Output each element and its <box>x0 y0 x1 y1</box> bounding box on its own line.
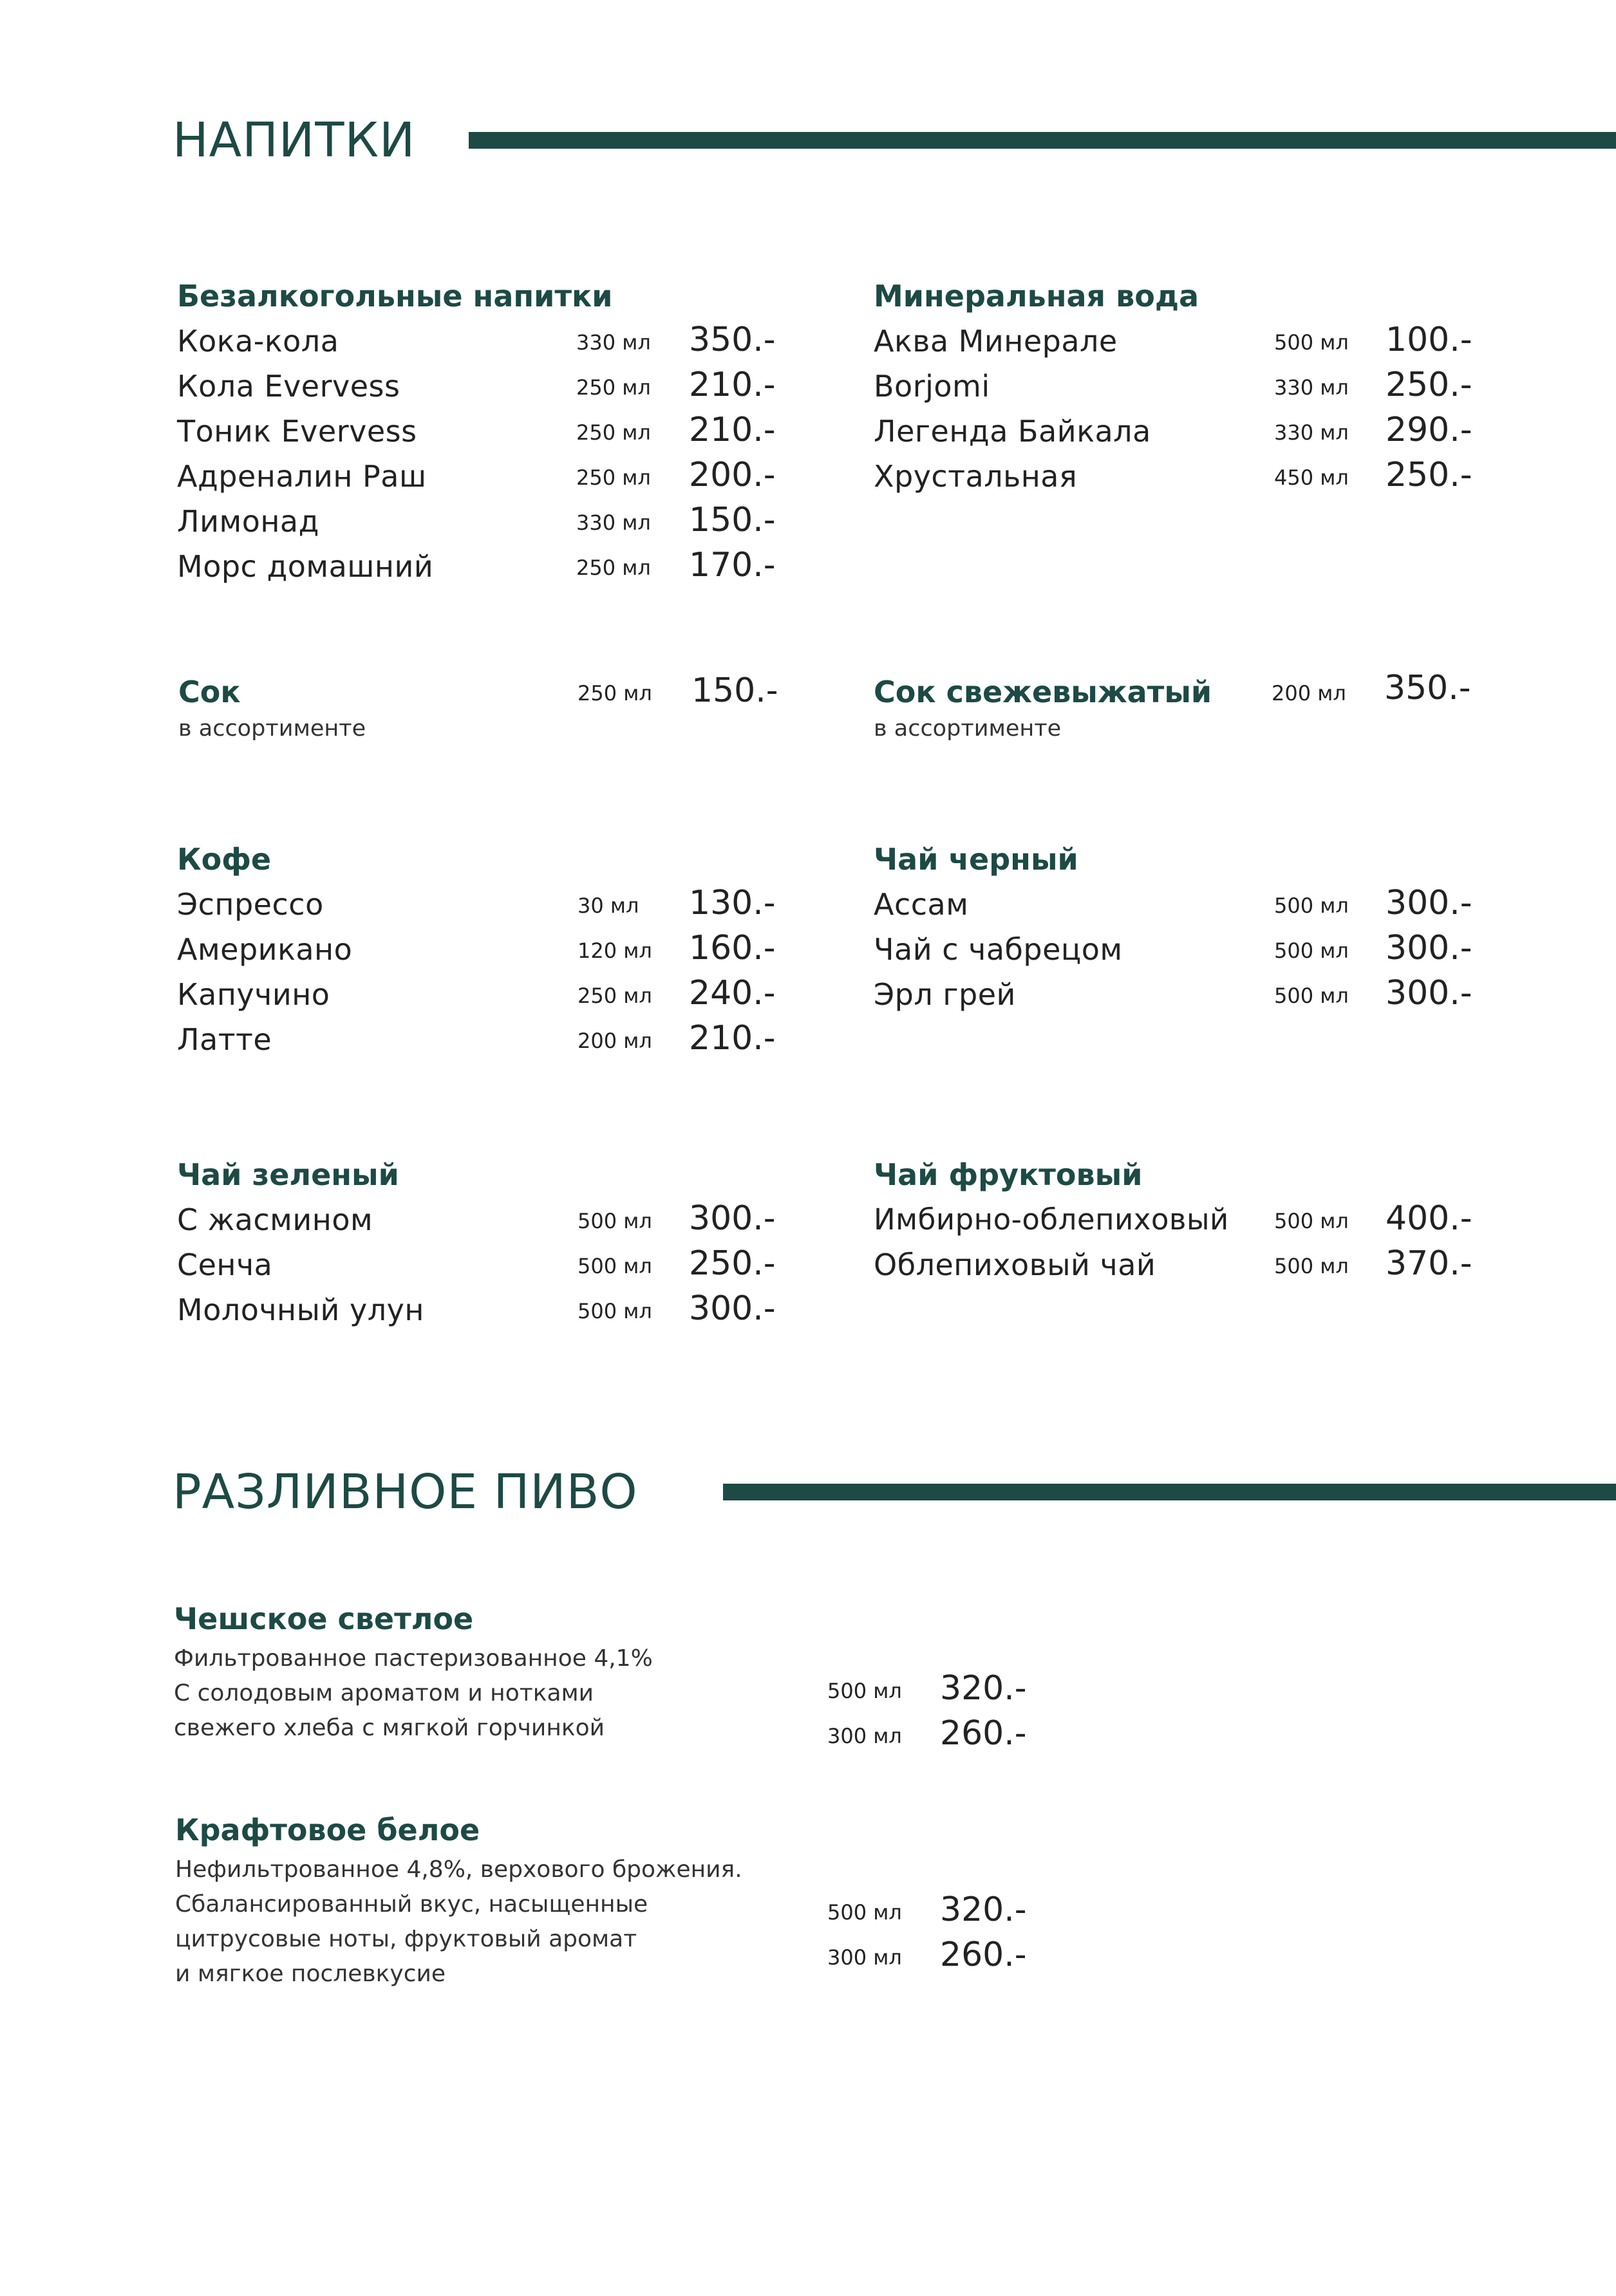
item-price: 300.- <box>1386 974 1472 1013</box>
fruit-tea-group <box>874 1152 1492 1287</box>
item-price: 160.- <box>689 929 776 967</box>
green-tea-group <box>177 1152 795 1332</box>
menu-item <box>177 927 795 972</box>
menu-item <box>177 882 795 927</box>
item-name: Легенда Байкала <box>874 414 1151 449</box>
item-name: Кола Evervess <box>177 369 400 404</box>
menu-item <box>177 1017 795 1062</box>
menu-item <box>874 1197 1492 1242</box>
menu-item <box>177 972 795 1017</box>
item-volume: 330 мл <box>576 330 651 355</box>
item-price: 150.- <box>691 671 778 710</box>
section-divider-beer <box>723 1484 1616 1500</box>
item-volume: 330 мл <box>1274 420 1349 445</box>
item-volume: 250 мл <box>578 984 652 1008</box>
item-volume: 250 мл <box>576 420 651 445</box>
item-price: 210.- <box>689 366 776 404</box>
item-volume: 500 мл <box>1274 938 1349 963</box>
item-volume: 250 мл <box>576 465 651 490</box>
item-volume: 500 мл <box>1274 984 1349 1008</box>
item-volume: 500 мл <box>1274 1209 1349 1233</box>
item-name: Латте <box>177 1022 272 1057</box>
beer-description-line: и мягкое послевкусие <box>175 1961 446 1987</box>
item-price: 170.- <box>689 546 776 584</box>
item-name: С жасмином <box>177 1202 373 1237</box>
item-volume: 500 мл <box>578 1299 652 1323</box>
item-price: 290.- <box>1386 411 1472 449</box>
group-title: Безалкогольные напитки <box>177 279 613 313</box>
fresh-juice-group <box>874 669 1492 743</box>
item-volume: 120 мл <box>578 938 652 963</box>
item-price: 300.- <box>689 1199 776 1238</box>
item-volume: 330 мл <box>1274 375 1349 400</box>
beer-size <box>175 1934 1076 1979</box>
soft-drinks-group <box>177 274 795 589</box>
craft-beer-group <box>175 1807 1076 2001</box>
item-volume: 500 мл <box>1274 330 1349 355</box>
item-volume: 200 мл <box>578 1029 652 1053</box>
menu-item <box>177 499 795 544</box>
item-volume: 300 мл <box>827 1945 902 1970</box>
section-header-drinks <box>173 108 415 173</box>
item-name: Ассам <box>874 887 969 922</box>
item-name: Тоник Evervess <box>177 414 417 449</box>
item-volume: 500 мл <box>1274 893 1349 918</box>
item-price: 370.- <box>1386 1244 1472 1283</box>
beer-description-line: свежего хлеба с мягкой горчинкой <box>174 1715 605 1741</box>
item-volume: 30 мл <box>578 893 639 918</box>
group-title: Чай зеленый <box>177 1157 399 1192</box>
item-name: Американо <box>177 932 353 967</box>
group-title: Сок <box>178 675 241 709</box>
group-title: Минеральная вода <box>874 279 1199 313</box>
czech-beer-group <box>174 1596 1075 1753</box>
menu-item <box>177 319 795 364</box>
section-divider-drinks <box>469 132 1616 149</box>
item-price: 100.- <box>1386 321 1472 359</box>
item-volume: 250 мл <box>578 681 652 705</box>
item-name: Borjomi <box>874 369 990 404</box>
item-price: 260.- <box>940 1936 1027 1974</box>
item-volume: 500 мл <box>827 1900 902 1925</box>
item-name: Имбирно-облепиховый <box>874 1202 1229 1237</box>
menu-item <box>874 409 1492 454</box>
item-name: Эспрессо <box>177 887 324 922</box>
item-name: Адреналин Раш <box>177 459 427 494</box>
item-volume: 300 мл <box>827 1724 902 1748</box>
item-price: 320.- <box>940 1669 1027 1708</box>
item-price: 350.- <box>689 321 776 359</box>
menu-item <box>177 1197 795 1242</box>
menu-item <box>874 927 1492 972</box>
item-price: 150.- <box>689 501 776 539</box>
item-name: Облепиховый чай <box>874 1247 1156 1282</box>
beer-description-line: Сбалансированный вкус, насыщенные <box>175 1891 648 1918</box>
beer-size <box>174 1712 1075 1757</box>
item-price: 400.- <box>1386 1199 1472 1238</box>
item-subtitle: в ассортименте <box>178 716 366 742</box>
item-name: Лимонад <box>177 504 319 539</box>
item-name: Чай с чабрецом <box>874 932 1123 967</box>
menu-item <box>874 1242 1492 1287</box>
group-title: Крафтовое белое <box>175 1813 480 1847</box>
menu-item <box>177 1242 795 1287</box>
item-volume: 250 мл <box>576 555 651 580</box>
item-volume: 500 мл <box>578 1254 652 1278</box>
item-price: 260.- <box>940 1714 1027 1753</box>
black-tea-group <box>874 837 1492 1017</box>
item-volume: 450 мл <box>1274 465 1349 490</box>
item-name: Кока-кола <box>177 324 339 359</box>
item-volume: 500 мл <box>578 1209 652 1233</box>
section-title-beer: РАЗЛИВНОЕ ПИВО <box>173 1464 638 1520</box>
item-price: 250.- <box>689 1244 776 1283</box>
item-price: 250.- <box>1386 366 1472 404</box>
item-price: 210.- <box>689 1019 776 1058</box>
menu-item <box>177 544 795 589</box>
item-price: 130.- <box>689 884 776 922</box>
item-name: Хрустальная <box>874 459 1078 494</box>
menu-item <box>874 669 1492 714</box>
item-volume: 500 мл <box>827 1679 902 1703</box>
item-volume: 250 мл <box>576 375 651 400</box>
item-volume: 330 мл <box>576 510 651 535</box>
item-price: 350.- <box>1384 669 1471 707</box>
beer-size <box>174 1667 1075 1712</box>
beer-description-line: Нефильтрованное 4,8%, верхового брожения. <box>175 1856 742 1883</box>
item-price: 300.- <box>1386 929 1472 967</box>
beer-description-line: цитрусовые ноты, фруктовый аромат <box>175 1926 637 1952</box>
item-price: 250.- <box>1386 456 1472 494</box>
menu-item <box>177 454 795 499</box>
menu-item <box>177 409 795 454</box>
menu-item <box>874 972 1492 1017</box>
item-name: Молочный улун <box>177 1293 424 1327</box>
menu-item <box>177 364 795 409</box>
group-title: Кофе <box>177 842 272 877</box>
group-title: Чай фруктовый <box>874 1157 1143 1192</box>
beer-size <box>175 1889 1076 1934</box>
menu-item <box>874 364 1492 409</box>
item-volume: 500 мл <box>1274 1254 1349 1278</box>
menu-item <box>178 669 796 714</box>
item-price: 200.- <box>689 456 776 494</box>
item-volume: 200 мл <box>1272 681 1346 705</box>
group-title: Чай черный <box>874 842 1078 877</box>
item-price: 210.- <box>689 411 776 449</box>
item-name: Сенча <box>177 1247 273 1282</box>
menu-item <box>874 319 1492 364</box>
mineral-water-group <box>874 274 1492 499</box>
menu-item <box>874 454 1492 499</box>
item-subtitle: в ассортименте <box>874 716 1062 742</box>
item-name: Морс домашний <box>177 549 434 584</box>
item-name: Капучино <box>177 977 330 1012</box>
menu-item <box>177 1287 795 1332</box>
section-header-beer <box>173 1460 638 1524</box>
item-name: Аква Минерале <box>874 324 1118 359</box>
item-price: 240.- <box>689 974 776 1013</box>
item-price: 320.- <box>940 1890 1027 1929</box>
section-title-drinks: НАПИТКИ <box>173 113 416 168</box>
coffee-group <box>177 837 795 1062</box>
menu-item <box>874 882 1492 927</box>
item-price: 300.- <box>689 1289 776 1328</box>
item-price: 300.- <box>1386 884 1472 922</box>
group-title: Сок свежевыжатый <box>874 675 1212 709</box>
beer-description-line: Фильтрованное пастеризованное 4,1% <box>174 1645 653 1672</box>
group-title: Чешское светлое <box>174 1601 474 1636</box>
item-name: Эрл грей <box>874 977 1016 1012</box>
beer-description-line: С солодовым ароматом и нотками <box>174 1680 594 1706</box>
juice-group <box>178 669 796 743</box>
